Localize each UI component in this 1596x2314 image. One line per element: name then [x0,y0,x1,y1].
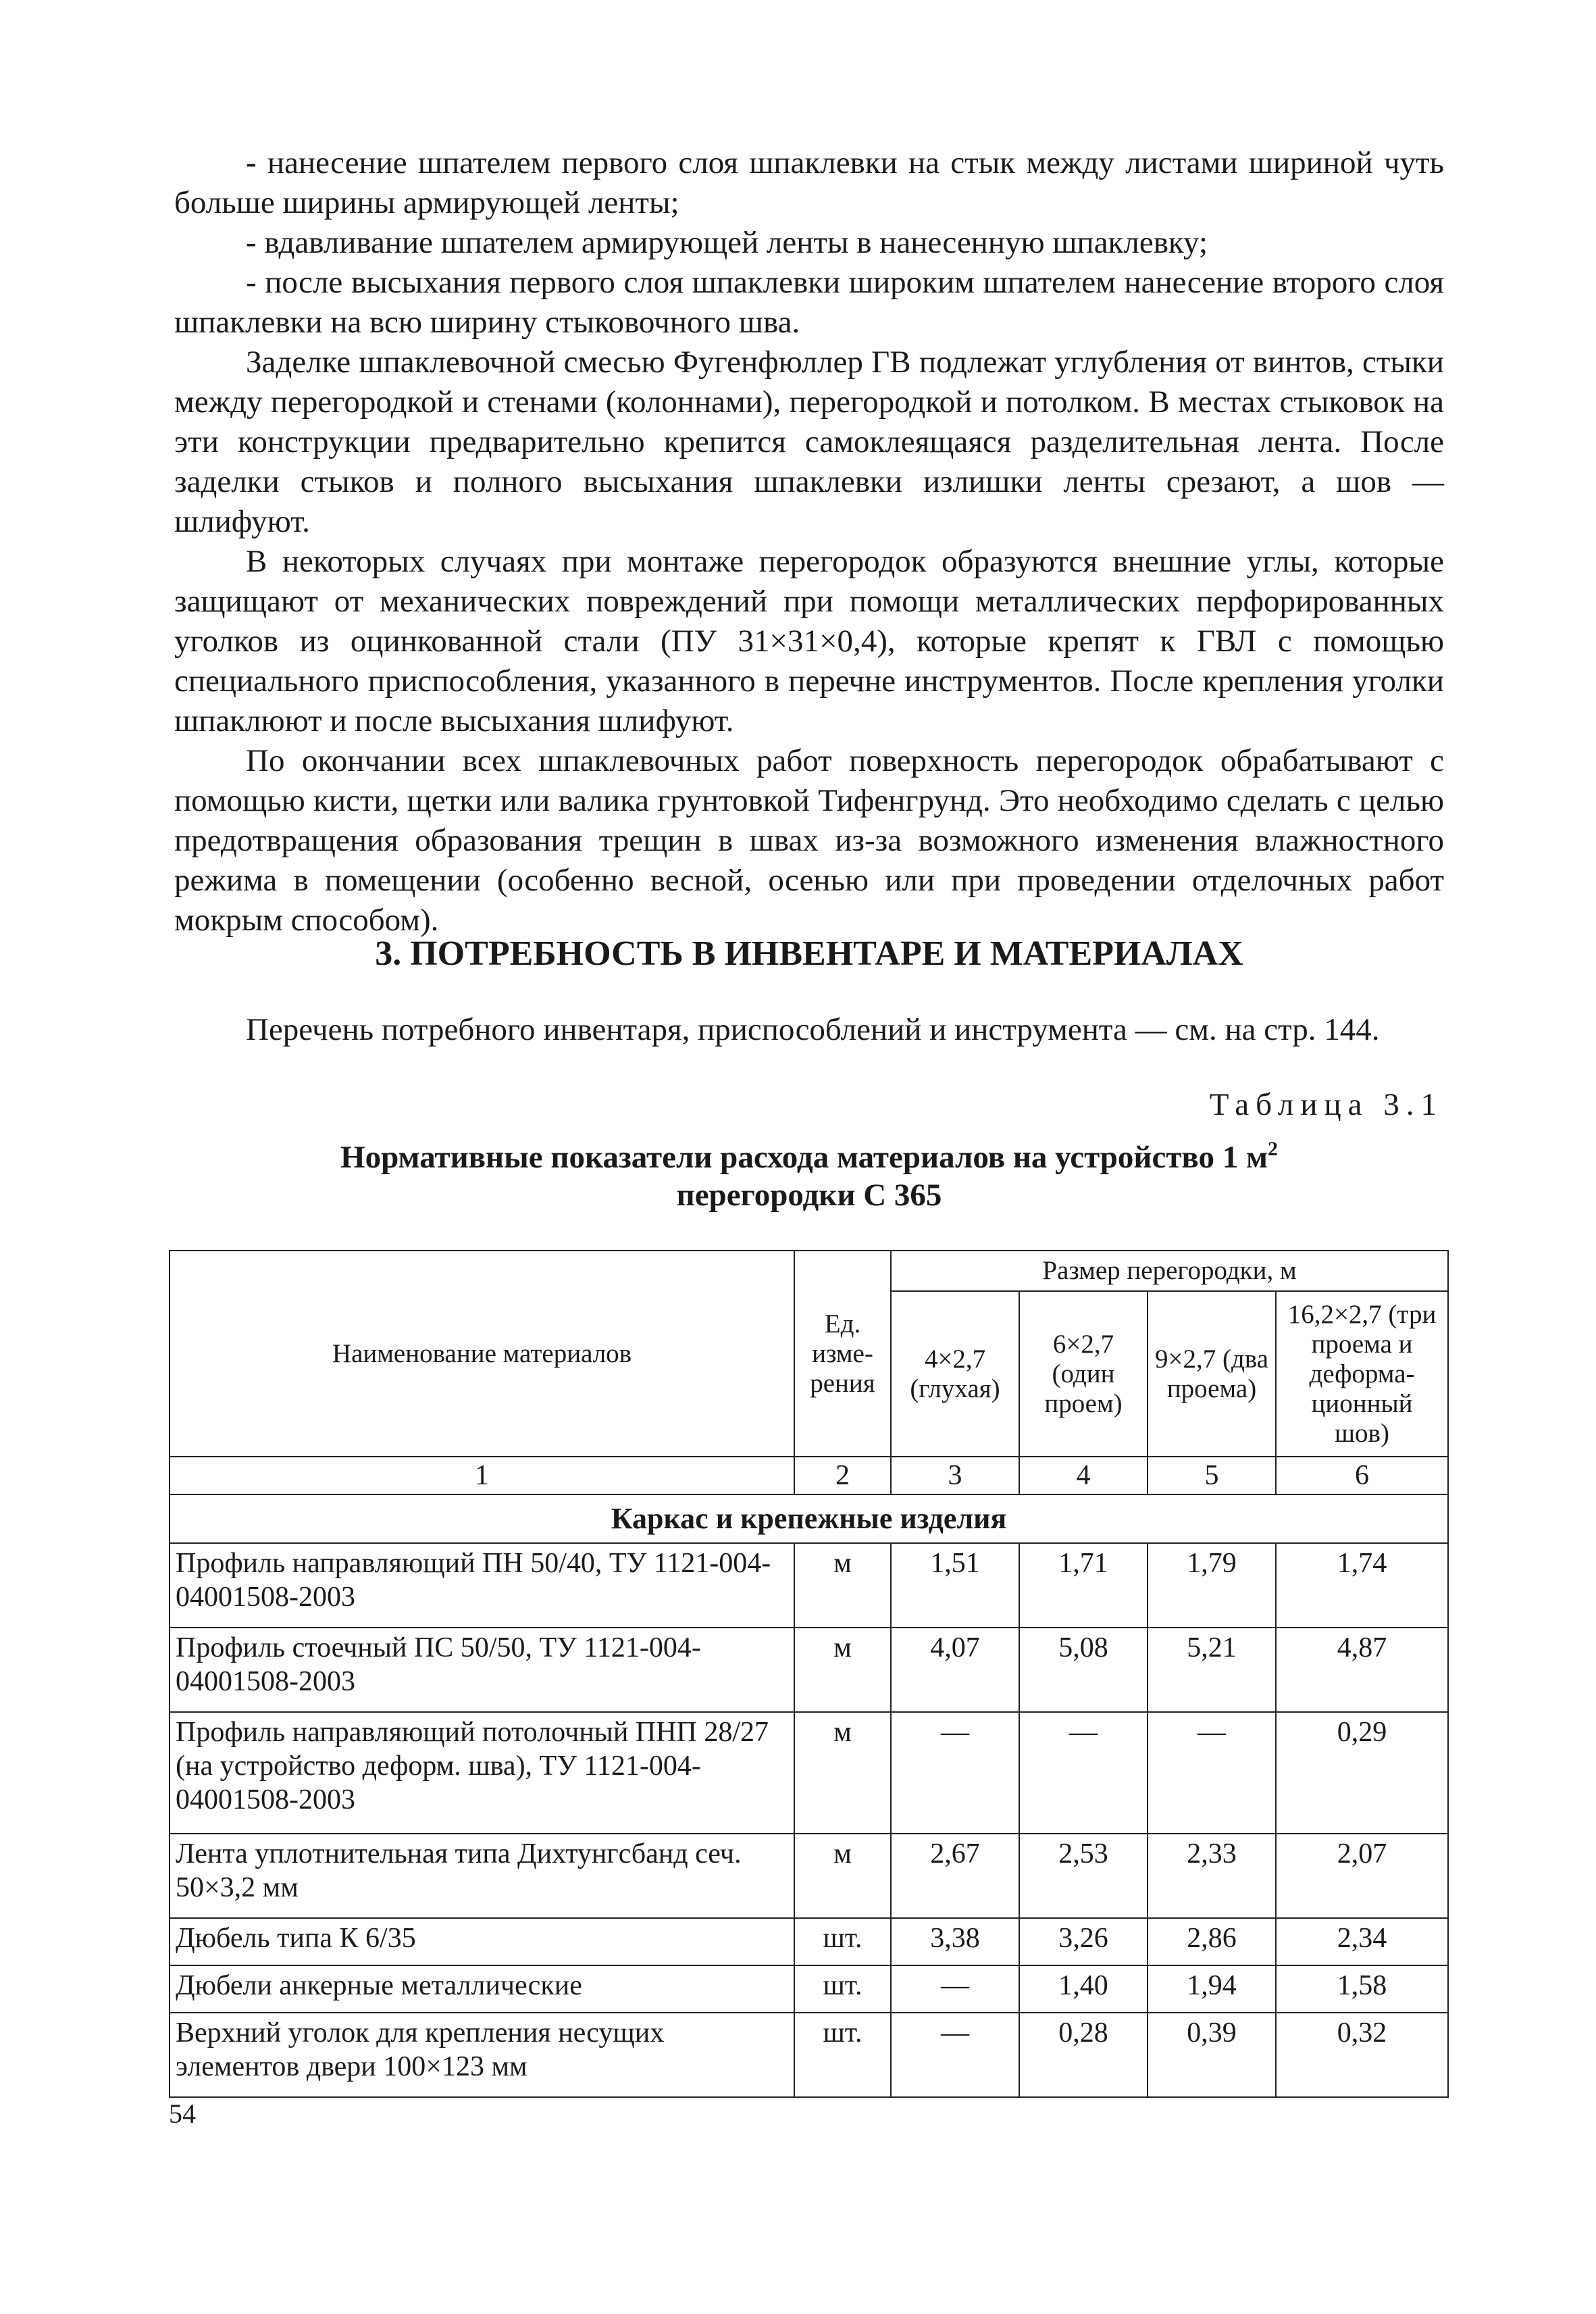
paragraph: По окончании всех шпаклевочных работ поверхность перегородок обрабатывают с помощью кисти, щетки или валика грунтовкой Тифенгрунд. Это необходимо сделать с целью предотвращения образования трещин в швах из-за возможного изменения влажностного режима в помещении (особенно весной, осенью или при проведении отделочных работ мокрым способом). [174,743,1444,938]
value-cell: 5,21 [1148,1628,1276,1712]
value-cell: 5,08 [1019,1628,1148,1712]
unit-cell: м [794,1834,891,1918]
unit-cell: шт. [794,2013,891,2097]
column-number: 2 [794,1457,891,1494]
value-cell: — [891,1712,1019,1834]
value-cell: 3,26 [1019,1918,1148,1965]
value-cell: 1,51 [891,1543,1019,1628]
value-cell: 2,33 [1148,1834,1276,1918]
table-row [170,1965,1448,2013]
unit-cell: шт. [794,1965,891,2013]
header-material-name: Наименование материалов [170,1251,794,1457]
header-unit: Ед. изме-рения [794,1251,891,1457]
value-cell: 0,28 [1019,2013,1148,2097]
material-name: Профиль направляющий потолочный ПНП 28/27 (на устройство деформ. шва), ТУ 1121-004-04001508-2003 [170,1712,794,1834]
table-title-line2: перегородки С 365 [676,1178,942,1213]
value-cell: 4,07 [891,1628,1019,1712]
value-cell: 0,39 [1148,2013,1276,2097]
value-cell: 4,87 [1276,1628,1448,1712]
unit-cell: шт. [794,1918,891,1965]
column-number: 4 [1019,1457,1148,1494]
value-cell: 1,74 [1276,1543,1448,1628]
header-size-2: 6×2,7 (один проем) [1019,1291,1148,1457]
value-cell: 0,29 [1276,1712,1448,1834]
unit-cell: м [794,1712,891,1834]
column-number: 5 [1148,1457,1276,1494]
table-label: Таблица 3.1 [1209,1087,1443,1122]
value-cell: 1,79 [1148,1543,1276,1628]
value-cell: — [1019,1712,1148,1834]
body-text [174,143,1444,940]
table-row [170,1712,1448,1834]
value-cell: — [891,1965,1019,2013]
material-name: Лента уплотнительная типа Дихтунгсбанд сеч. 50×3,2 мм [170,1834,794,1918]
page-number: 54 [169,2098,196,2129]
intro-line: Перечень потребного инвентаря, приспособлений и инструмента — см. на стр. 144. [246,1012,1380,1047]
paragraph: - вдавливание шпателем армирующей ленты в нанесенную шпаклевку; [246,225,1208,260]
value-cell: 1,58 [1276,1965,1448,2013]
value-cell: 2,34 [1276,1918,1448,1965]
material-name: Дюбель типа К 6/35 [170,1918,794,1965]
material-name: Профиль направляющий ПН 50/40, ТУ 1121-004-04001508-2003 [170,1543,794,1628]
value-cell: 0,32 [1276,2013,1448,2097]
header-size-4: 16,2×2,7 (три проема и деформа-ционный шов) [1276,1291,1448,1457]
table-header-row [170,1251,1448,1291]
header-size-1: 4×2,7 (глухая) [891,1291,1019,1457]
table-row [170,1628,1448,1712]
material-name: Профиль стоечный ПС 50/50, ТУ 1121-004-04001508-2003 [170,1628,794,1712]
value-cell: 1,40 [1019,1965,1148,2013]
group-row [170,1494,1448,1543]
unit-cell: м [794,1543,891,1628]
value-cell: 2,53 [1019,1834,1148,1918]
value-cell: — [891,2013,1019,2097]
value-cell: 2,86 [1148,1918,1276,1965]
paragraph: - после высыхания первого слоя шпаклевки широким шпателем нанесение второго слоя шпаклевки на всю ширину стыковочного шва. [174,265,1444,340]
table-title-line1: Нормативные показатели расхода материалов на устройство 1 м [340,1140,1268,1175]
value-cell: 2,07 [1276,1834,1448,1918]
table-title [174,1138,1444,1214]
column-number-row [170,1457,1448,1494]
table-row [170,1543,1448,1628]
section-heading: 3. ПОТРЕБНОСТЬ В ИНВЕНТАРЕ И МАТЕРИАЛАХ [375,934,1243,973]
value-cell: 2,67 [891,1834,1019,1918]
table-title-superscript: 2 [1267,1138,1278,1160]
group-title: Каркас и крепежные изделия [170,1494,1448,1543]
header-size-group: Размер перегородки, м [891,1251,1448,1291]
value-cell: 3,38 [891,1918,1019,1965]
table-row [170,1834,1448,1918]
value-cell: — [1148,1712,1276,1834]
paragraph: В некоторых случаях при монтаже перегородок образуются внешние углы, которые защищают от механических повреждений при помощи металлических перфорированных уголков из оцинкованной стали (ПУ 31×31×0,4), которые крепят к ГВЛ с помощью специального приспособления, указанного в перечне инструментов. После крепления уголки шпаклюют и после высыхания шлифуют. [174,544,1444,738]
unit-cell: м [794,1628,891,1712]
header-size-3: 9×2,7 (два проема) [1148,1291,1276,1457]
column-number: 6 [1276,1457,1448,1494]
material-name: Дюбели анкерные металлические [170,1965,794,2013]
paragraph: Заделке шпаклевочной смесью Фугенфюллер ГВ подлежат углубления от винтов, стыки между перегородкой и стенами (колоннами), перегородкой и потолком. В местах стыковок на эти конструкции предварительно крепится самоклеящаяся разделительная лента. После заделки стыков и полного высыхания шпаклевки излишки ленты срезают, а шов — шлифуют. [174,345,1444,539]
material-name: Верхний уголок для крепления несущих элементов двери 100×123 мм [170,2013,794,2097]
column-number: 3 [891,1457,1019,1494]
table-row [170,1918,1448,1965]
column-number: 1 [170,1457,794,1494]
paragraph: - нанесение шпателем первого слоя шпаклевки на стык между листами шириной чуть больше ширины армирующей ленты; [174,145,1444,220]
value-cell: 1,71 [1019,1543,1148,1628]
materials-table [169,1250,1449,2098]
table-row [170,2013,1448,2097]
value-cell: 1,94 [1148,1965,1276,2013]
